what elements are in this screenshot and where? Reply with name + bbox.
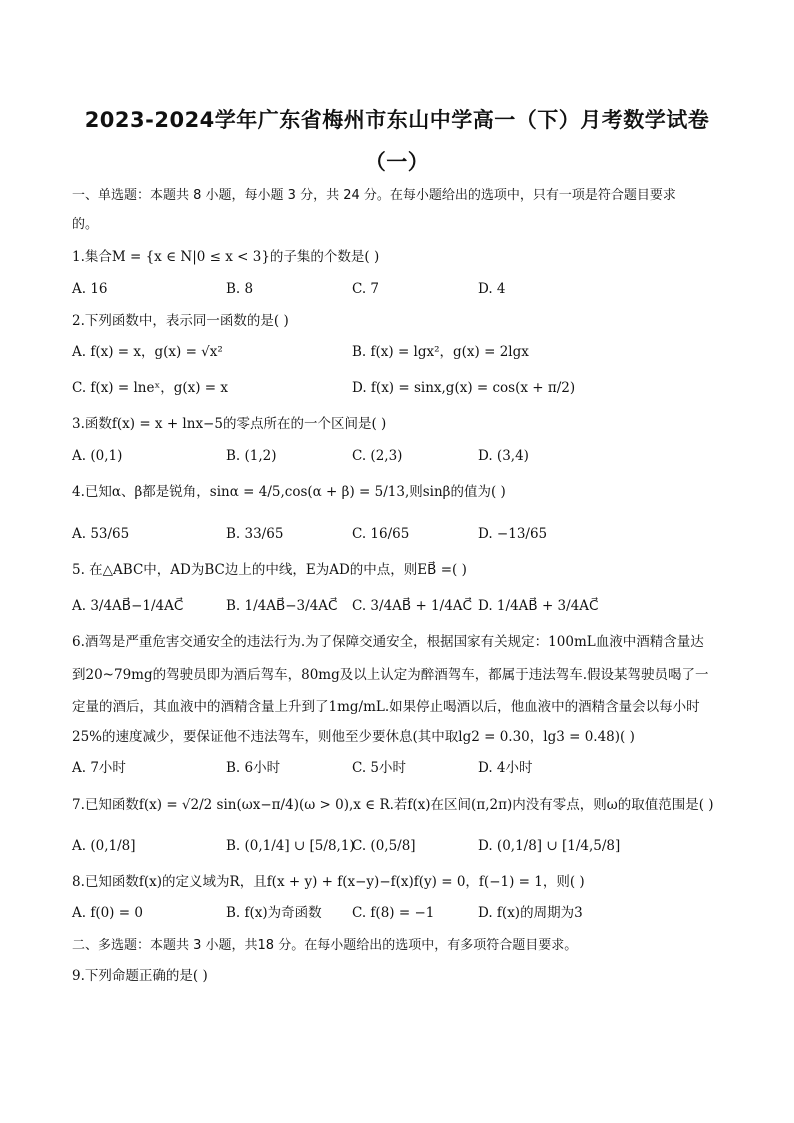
q4-option-a: A. 53/65 [72,526,130,542]
q2-option-b: B. f(x) = lgx²，g(x) = 2lgx [352,344,529,360]
exam-title-line2: （一） [364,150,430,174]
q4-option-c: C. 16/65 [352,526,410,542]
q2-option-a: A. f(x) = x，g(x) = √x² [72,344,223,360]
q8-option-d: D. f(x)的周期为3 [478,905,583,921]
q8-option-c: C. f(8) = −1 [352,905,435,921]
q6-option-b: B. 6小时 [226,760,281,776]
q7-option-d: D. (0,1/8] ∪ [1/4,5/8] [478,838,621,854]
q5-stem: 5. 在△ABC中，AD为BC边上的中线，E为AD的中点，则EB⃗ =( ) [72,562,467,578]
q7-option-b: B. (0,1/4] ∪ [5/8,1) [226,838,355,854]
q8-option-a: A. f(0) = 0 [72,905,143,921]
q5-option-d: D. 1/4AB⃗ + 3/4AC⃗ [478,598,599,614]
q3-option-c: C. (2,3) [352,448,403,464]
q7-option-a: A. (0,1/8] [72,838,136,854]
section1-heading-cont: 的。 [72,217,99,232]
q2-stem: 2.下列函数中，表示同一函数的是( ) [72,313,289,329]
q2-option-c: C. f(x) = lneˣ，g(x) = x [72,380,228,396]
q8-stem: 8.已知函数f(x)的定义域为R，且f(x + y) + f(x−y)−f(x)f(y) = 0，f(−1) = 1，则( ) [72,874,585,890]
q1-option-c: C. 7 [352,281,380,297]
exam-title-line1: 2023-2024学年广东省梅州市东山中学高一（下）月考数学试卷 [84,108,710,132]
q1-option-a: A. 16 [72,281,108,297]
q5-option-b: B. 1/4AB⃗−3/4AC⃗ [226,598,338,614]
q4-option-b: B. 33/65 [226,526,284,542]
q1-option-d: D. 4 [478,281,506,297]
q6-stem-line1: 6.酒驾是严重危害交通安全的违法行为.为了保障交通安全，根据国家有关规定：100mL血液中酒精含量达 [72,634,704,650]
q6-option-c: C. 5小时 [352,760,407,776]
q7-option-c: C. (0,5/8] [352,838,416,854]
q2-option-d: D. f(x) = sinx,g(x) = cos(x + π/2) [352,380,576,396]
q6-option-a: A. 7小时 [72,760,126,776]
q6-option-d: D. 4小时 [478,760,533,776]
q9-stem: 9.下列命题正确的是( ) [72,968,208,984]
section1-heading: 一、单选题：本题共 8 小题，每小题 3 分，共 24 分。在每小题给出的选项中，只有一项是符合题目要求 [72,188,676,203]
section2-heading: 二、多选题：本题共 3 小题，共18 分。在每小题给出的选项中，有多项符合题目要求。 [72,938,578,953]
q4-option-d: D. −13/65 [478,526,548,542]
q6-stem-line2: 到20~79mg的驾驶员即为酒后驾车，80mg及以上认定为醉酒驾车，都属于违法驾车.假设某驾驶员喝了一 [72,667,709,683]
q6-stem-line3: 定量的酒后，其血液中的酒精含量上升到了1mg/mL.如果停止喝酒以后，他血液中的酒精含量会以每小时 [72,699,700,715]
q3-option-a: A. (0,1) [72,448,123,464]
q6-stem-line4: 25%的速度减少，要保证他不违法驾车，则他至少要休息(其中取lg2 = 0.30，lg3 = 0.48)( ) [72,729,635,745]
q3-option-d: D. (3,4) [478,448,529,464]
q7-stem: 7.已知函数f(x) = √2/2 sin(ωx−π/4)(ω > 0),x ∈ R.若f(x)在区间(π,2π)内没有零点，则ω的取值范围是( ) [72,797,714,813]
q1-stem: 1.集合M = {x ∈ N|0 ≤ x < 3}的子集的个数是( ) [72,249,380,265]
q3-stem: 3.函数f(x) = x + lnx−5的零点所在的一个区间是( ) [72,416,387,432]
q3-option-b: B. (1,2) [226,448,277,464]
q5-option-c: C. 3/4AB⃗ + 1/4AC⃗ [352,598,472,614]
q4-stem: 4.已知α、β都是锐角，sinα = 4/5,cos(α + β) = 5/13,则sinβ的值为( ) [72,484,506,500]
q1-option-b: B. 8 [226,281,254,297]
q8-option-b: B. f(x)为奇函数 [226,905,322,921]
q5-option-a: A. 3/4AB⃗−1/4AC⃗ [72,598,184,614]
